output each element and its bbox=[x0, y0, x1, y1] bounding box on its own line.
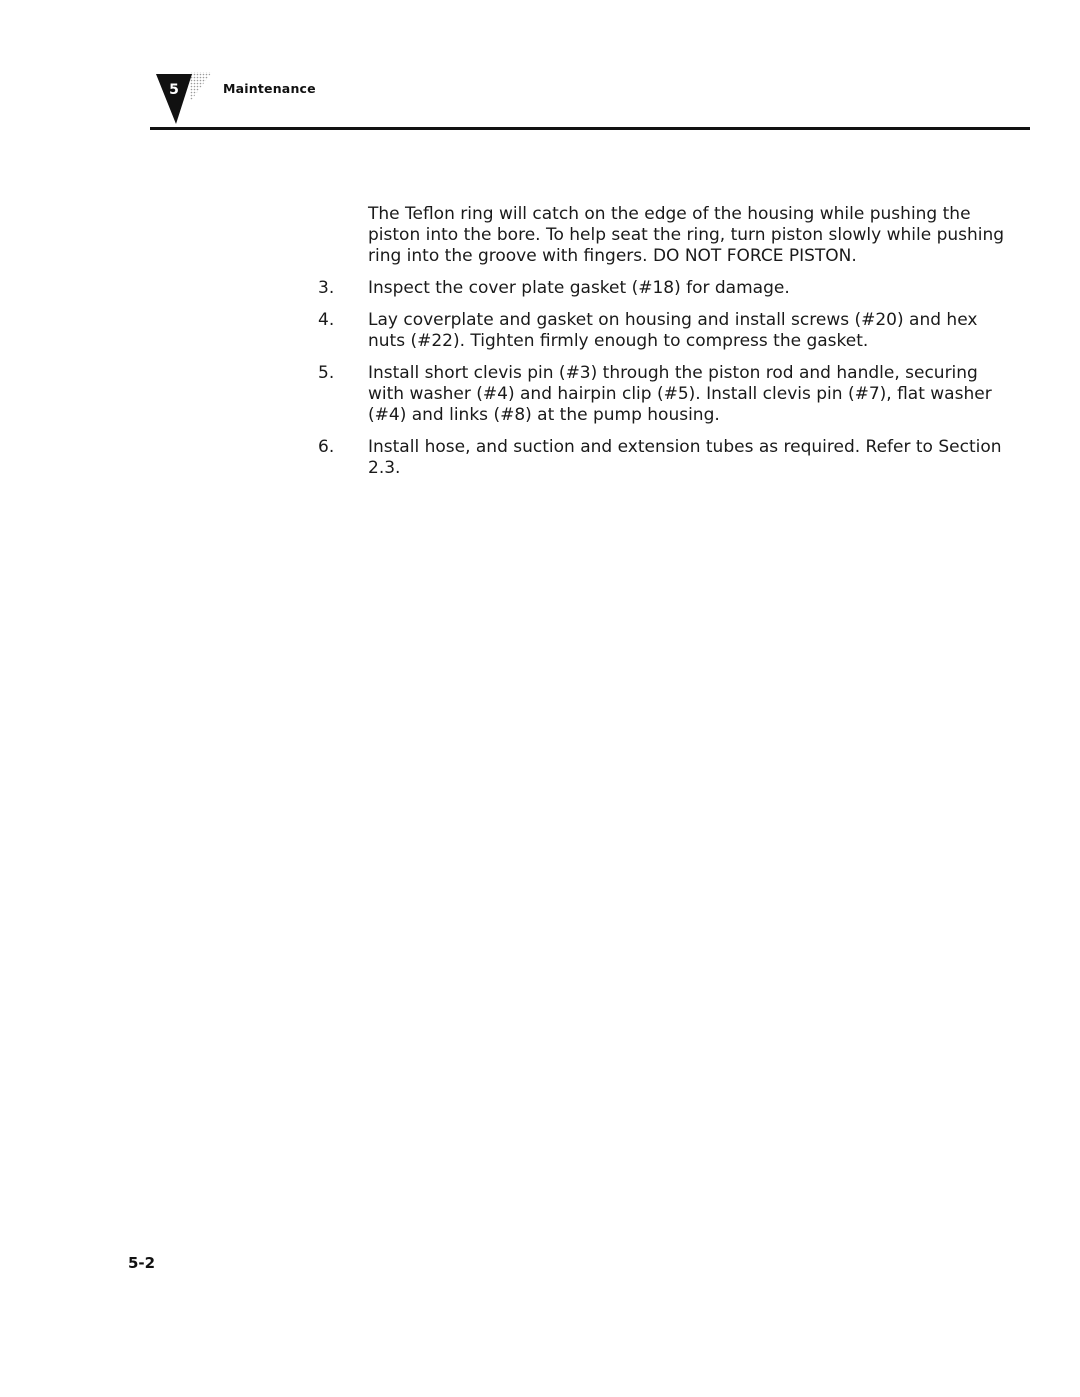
step-number: 5. bbox=[318, 363, 335, 383]
page-number: 5-2 bbox=[128, 1254, 156, 1272]
step-text: Install short clevis pin (#3) through the piston rod and handle, securing with washer (#4) and hairpin clip (#5). Install clevis pin (#7), flat washer (#4) and links (#8) at the pump housing. bbox=[368, 363, 992, 425]
step-text: Install hose, and suction and extension tubes as required. Refer to Section 2.3. bbox=[368, 437, 1002, 478]
step-number: 3. bbox=[318, 278, 335, 298]
step-number: 4. bbox=[318, 310, 335, 330]
header-rule bbox=[150, 127, 1030, 130]
list-item bbox=[318, 437, 1018, 479]
step-number: 6. bbox=[318, 437, 335, 457]
list-item bbox=[318, 278, 1018, 299]
page-content bbox=[318, 204, 1018, 490]
chapter-number: 5 bbox=[169, 82, 179, 98]
list-item bbox=[318, 363, 1018, 426]
chapter-marker-icon bbox=[154, 70, 214, 124]
page-header bbox=[150, 68, 1030, 124]
section-title: Maintenance bbox=[223, 81, 316, 96]
list-item bbox=[318, 310, 1018, 352]
step-text: Inspect the cover plate gasket (#18) for damage. bbox=[368, 278, 790, 298]
intro-paragraph: The Teflon ring will catch on the edge of the housing while pushing the piston into the bore. To help seat the ring, turn piston slowly while pushing ring into the groove with fingers. DO NOT FORCE PISTON. bbox=[368, 204, 1005, 266]
step-text: Lay coverplate and gasket on housing and install screws (#20) and hex nuts (#22). Tighten firmly enough to compress the gasket. bbox=[368, 310, 978, 351]
